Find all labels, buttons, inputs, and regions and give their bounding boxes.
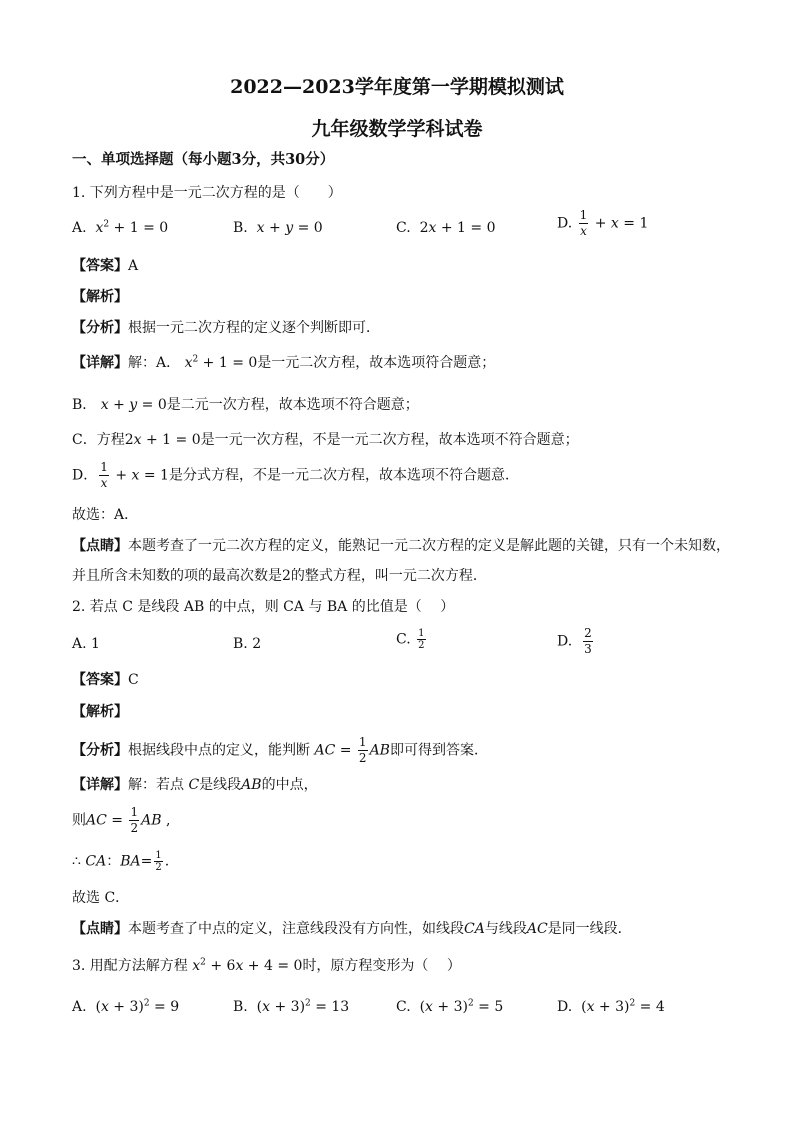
- q1-option-a: A. $x^2 + 1 = 0$: [72, 219, 169, 236]
- q1-option-c: C. 2x + 1 = 0: [396, 220, 496, 236]
- q1-option-b: B. x + y = 0: [233, 220, 323, 236]
- q3-stem: 3. 用配方法解方程 $x^2 + 6x + 4 = 0$时，原方程变形为（ ）: [72, 957, 461, 974]
- q1-line-c: C．方程2x + 1 = 0是一元一次方程，不是一元二次方程，故本选项不符合题意；: [72, 432, 579, 448]
- q1-dianjing: 【点睛】本题考查了一元二次方程的定义，能熟记一元二次方程的定义是解此题的关键，只有一个未知数，: [72, 538, 730, 554]
- q2-answer: 【答案】C: [72, 672, 139, 688]
- q1-answer: 【答案】A: [72, 258, 139, 274]
- q1-stem: 1. 下列方程中是一元二次方程的是（ ）: [72, 185, 342, 201]
- q2-option-b: B. 2: [233, 636, 262, 652]
- q2-stem: 2. 若点 C 是线段 AB 的中点，则 CA 与 BA 的比值是（ ）: [72, 599, 455, 615]
- q2-option-c: C. $\frac{1}{2}$: [396, 628, 425, 651]
- q2-xiangjie: 【详解】解：若点 C是线段AB的中点，: [72, 777, 318, 793]
- q2-fenxi: 【分析】根据线段中点的定义，能判断 AC = $\frac{1}{2}$ AB即可得到答案．: [72, 735, 488, 765]
- q1-guxuan: 故选：A．: [72, 507, 139, 523]
- q2-guxuan: 故选 C．: [72, 890, 130, 906]
- q1-fenxi: 【分析】根据一元二次方程的定义逐个判断即可．: [72, 320, 380, 336]
- exam-title: 2022—2023学年度第一学期模拟测试: [230, 76, 564, 98]
- q1-analysis-tag: 【解析】: [72, 289, 128, 305]
- q2-analysis-tag: 【解析】: [72, 704, 128, 720]
- q2-option-a: A. 1: [72, 636, 100, 652]
- exam-subtitle: 九年级数学学科试卷: [311, 118, 483, 140]
- section-heading: 一、单项选择题（每小题3分，共30分）: [72, 151, 335, 168]
- q3-option-b: B. $(x + 3)^2 = 13$: [233, 998, 350, 1015]
- q3-option-d: D. $(x + 3)^2 = 4$: [557, 998, 665, 1015]
- q1-xiangjie: 【详解】解：A． $x^2 + 1 = 0$是一元二次方程，故本选项符合题意；: [72, 354, 496, 371]
- q1-line-b: B． x + y = 0是二元一次方程，故本选项不符合题意；: [72, 397, 419, 413]
- q2-ze-line: 则AC = $\frac{1}{2}$ AB ,: [72, 805, 171, 835]
- q1-line-d: D． $\frac{1}{x}$ + x = 1是分式方程，不是一元二次方程，故本选项不符合题意．: [72, 460, 519, 490]
- q1-dianjing-cont: 并且所含未知数的项的最高次数是2的整式方程，叫一元二次方程．: [72, 568, 487, 584]
- q3-option-a: A. $(x + 3)^2 = 9$: [72, 998, 180, 1015]
- q2-therefore-line: ∴ CA：BA= $\frac{1}{2}$ .: [72, 850, 170, 873]
- q1-option-d: D. $\frac{1}{x}$ + x = 1: [557, 208, 649, 238]
- q2-dianjing: 【点睛】本题考查了中点的定义，注意线段没有方向性，如线段CA与线段AC是同一线段．: [72, 921, 632, 937]
- q2-option-d: D. $\frac{2}{3}$: [557, 626, 592, 656]
- q3-option-c: C. $(x + 3)^2 = 5$: [396, 998, 504, 1015]
